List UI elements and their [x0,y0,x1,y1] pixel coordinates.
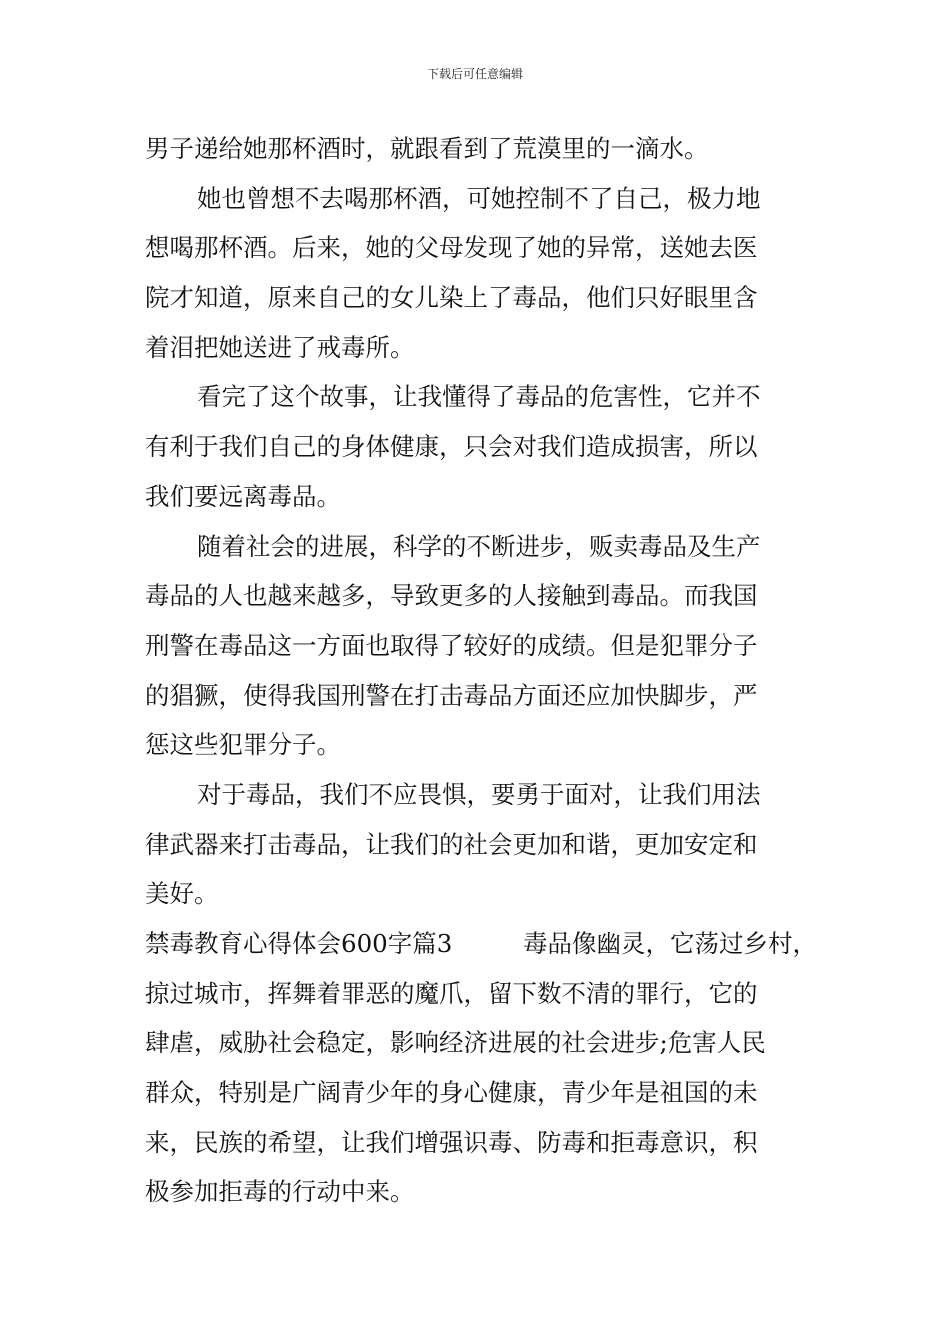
paragraph-line: 对于毒品，我们不应畏惧，要勇于面对，让我们用法 [197,779,761,809]
paragraph-line: 男子递给她那杯酒时，就跟看到了荒漠里的一滴水。 [145,134,709,163]
paragraph-line: 她也曾想不去喝那杯酒，可她控制不了自己，极力地 [197,183,761,213]
section-first-line: 毒品像幽灵，它荡过乡村， [523,929,817,958]
paragraph-line: 有利于我们自己的身体健康，只会对我们造成损害，所以 [145,432,758,462]
paragraph-line: 极参加拒毒的行动中来。 [145,1177,415,1207]
paragraph-line: 着泪把她送进了戒毒所。 [145,332,415,362]
paragraph-line: 惩这些犯罪分子。 [145,730,341,760]
paragraph-line: 肆虐，威胁社会稳定，影响经济进展的社会进步;危害人民 [145,1028,766,1058]
paragraph-line: 掠过城市，挥舞着罪恶的魔爪，留下数不清的罪行，它的 [145,978,758,1008]
paragraph-line: 毒品的人也越来越多，导致更多的人接触到毒品。而我国 [145,581,758,611]
paragraph-line: 美好。 [145,879,219,909]
paragraph-line: 看完了这个故事，让我懂得了毒品的危害性，它并不 [197,382,761,412]
paragraph-line: 的猖獗，使得我国刑警在打击毒品方面还应加快脚步，严 [145,680,758,710]
section-heading-line [145,919,821,969]
paragraph-line: 群众，特别是广阔青少年的身心健康，青少年是祖国的未 [145,1078,758,1108]
document-body [145,124,821,1217]
paragraph-line: 律武器来打击毒品，让我们的社会更加和谐，更加安定和 [145,829,758,859]
paragraph-line: 院才知道，原来自己的女儿染上了毒品，他们只好眼里含 [145,283,758,313]
paragraph-line: 我们要远离毒品。 [145,481,341,511]
paragraph-line: 来，民族的希望，让我们增强识毒、防毒和拒毒意识，积 [145,1127,758,1157]
page-header: 下载后可任意编辑 [426,67,523,81]
paragraph-line: 想喝那杯酒。后来，她的父母发现了她的异常，送她去医 [145,233,758,263]
paragraph-line: 刑警在毒品这一方面也取得了较好的成绩。但是犯罪分子 [145,630,758,660]
paragraph-line: 随着社会的进展，科学的不断进步，贩卖毒品及生产 [197,531,761,561]
section-heading: 禁毒教育心得体会600字篇3 [145,929,453,958]
